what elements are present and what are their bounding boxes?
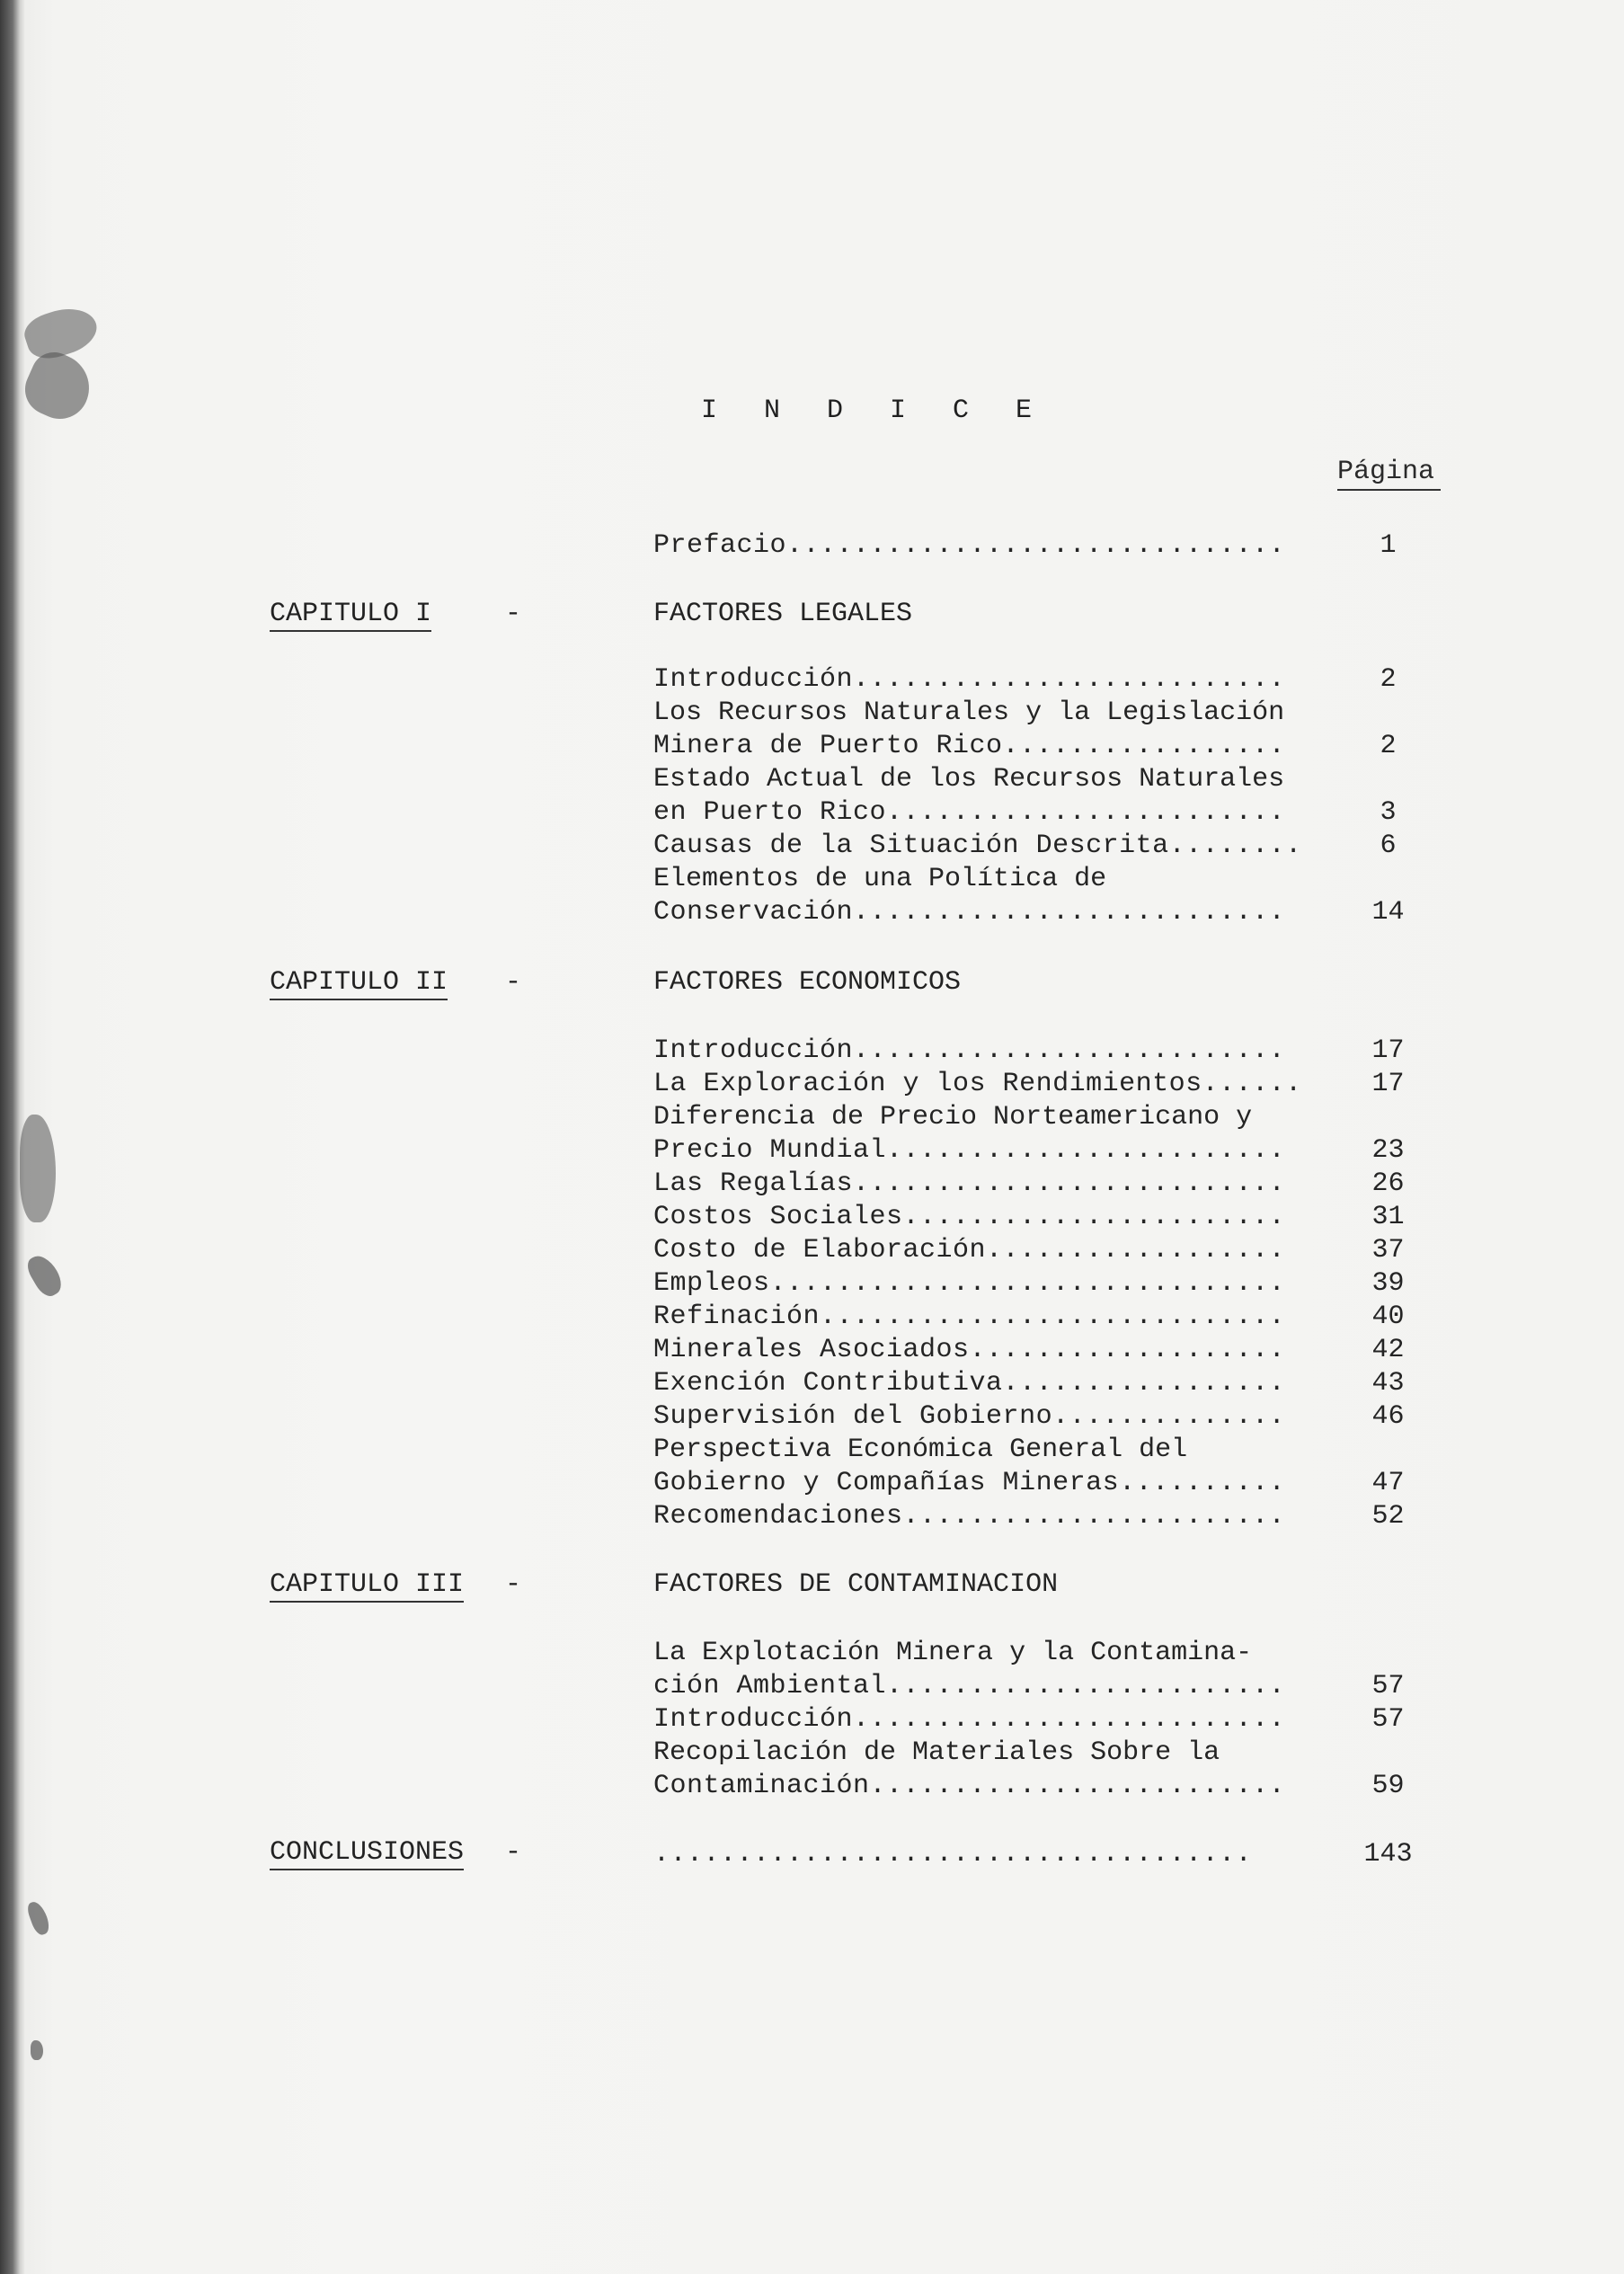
toc-entry bbox=[653, 1200, 1408, 1234]
page-title: I N D I C E bbox=[701, 395, 1048, 426]
conclusiones-label: CONCLUSIONES bbox=[270, 1837, 464, 1870]
paper-tear bbox=[20, 1115, 56, 1222]
toc-entry-page: 23 bbox=[1371, 1135, 1405, 1166]
toc-entry-page: 2 bbox=[1380, 664, 1397, 695]
chapter-label: CAPITULO III bbox=[270, 1569, 464, 1603]
toc-entry-page: 143 bbox=[1363, 1839, 1413, 1870]
toc-entry-page: 46 bbox=[1371, 1401, 1405, 1432]
toc-entry-text: Minera de Puerto Rico................. bbox=[653, 731, 1286, 761]
toc-entry-page: 26 bbox=[1371, 1168, 1405, 1199]
toc-entry bbox=[653, 662, 1408, 697]
toc-entry-page: 14 bbox=[1371, 897, 1405, 928]
toc-entry-page: 57 bbox=[1371, 1704, 1405, 1735]
toc-entry-page: 40 bbox=[1371, 1301, 1405, 1332]
toc-entry-page: 2 bbox=[1380, 731, 1397, 761]
toc-entry-page: 17 bbox=[1371, 1069, 1405, 1099]
toc-entry bbox=[653, 895, 1408, 929]
chapter-label: CAPITULO I bbox=[270, 599, 431, 632]
chapter-label: CAPITULO II bbox=[270, 967, 448, 1000]
toc-entry-page: 39 bbox=[1371, 1268, 1405, 1299]
chapter-heading: FACTORES DE CONTAMINACION bbox=[653, 1569, 1059, 1600]
toc-entry bbox=[653, 696, 1408, 730]
toc-entry bbox=[653, 1034, 1408, 1068]
toc-entry bbox=[653, 829, 1408, 863]
toc-entry-text: Introducción.......................... bbox=[653, 1704, 1286, 1735]
paper-tear bbox=[23, 1250, 67, 1301]
toc-entry-page: 42 bbox=[1371, 1335, 1405, 1365]
toc-entry-page: 57 bbox=[1371, 1671, 1405, 1701]
chapter-dash: - bbox=[505, 967, 522, 998]
toc-entry-text: Perspectiva Económica General del bbox=[653, 1435, 1188, 1465]
toc-entry-text: Costo de Elaboración.................. bbox=[653, 1235, 1286, 1266]
toc-entry bbox=[653, 1399, 1408, 1434]
toc-entry bbox=[653, 862, 1408, 896]
toc-entry-text: Empleos............................... bbox=[653, 1268, 1286, 1299]
toc-entry bbox=[653, 1669, 1408, 1703]
toc-entry bbox=[653, 1736, 1408, 1770]
toc-entry-page: 31 bbox=[1371, 1202, 1405, 1232]
toc-entry-text: Elementos de una Política de bbox=[653, 864, 1107, 894]
toc-entry-page: 1 bbox=[1380, 530, 1397, 561]
toc-entry-page: 3 bbox=[1380, 797, 1397, 828]
toc-entry-text: Minerales Asociados................... bbox=[653, 1335, 1286, 1365]
toc-entry-text: La Exploración y los Rendimientos...... bbox=[653, 1069, 1302, 1099]
toc-entry bbox=[653, 1300, 1408, 1334]
toc-entry bbox=[653, 1702, 1408, 1737]
toc-entry-text: Prefacio.............................. bbox=[653, 530, 1286, 561]
toc-entry-page: 6 bbox=[1380, 831, 1397, 861]
toc-entry-text: Exención Contributiva................. bbox=[653, 1368, 1286, 1399]
toc-entry-text: Gobierno y Compañías Mineras.......... bbox=[653, 1468, 1286, 1498]
toc-entry-page: 17 bbox=[1371, 1035, 1405, 1066]
page-column-label: Página bbox=[1337, 457, 1441, 491]
chapter-heading: FACTORES ECONOMICOS bbox=[653, 967, 962, 998]
toc-entry bbox=[653, 1769, 1408, 1803]
toc-entry bbox=[653, 1100, 1408, 1134]
toc-entry-page: 37 bbox=[1371, 1235, 1405, 1266]
chapter-dash: - bbox=[505, 599, 522, 629]
toc-entry-text: Recopilación de Materiales Sobre la bbox=[653, 1737, 1220, 1768]
toc-entry-page: 59 bbox=[1371, 1771, 1405, 1801]
chapter-heading: FACTORES LEGALES bbox=[653, 599, 913, 629]
toc-entry-text: Introducción.......................... bbox=[653, 1035, 1286, 1066]
toc-entry bbox=[653, 1333, 1408, 1367]
toc-entry bbox=[653, 1233, 1408, 1267]
toc-entry bbox=[653, 1133, 1408, 1168]
paper-tear bbox=[31, 2040, 43, 2060]
toc-entry-text: Causas de la Situación Descrita........ bbox=[653, 831, 1302, 861]
toc-entry-page: 47 bbox=[1371, 1468, 1405, 1498]
toc-entry-text: Estado Actual de los Recursos Naturales bbox=[653, 764, 1285, 795]
toc-entry-text: Recomendaciones....................... bbox=[653, 1501, 1286, 1532]
paper-tear bbox=[25, 1899, 52, 1937]
toc-entry-text: Diferencia de Precio Norteamericano y bbox=[653, 1102, 1253, 1133]
toc-entry bbox=[653, 795, 1408, 830]
chapter-dash: - bbox=[505, 1837, 522, 1868]
toc-entry bbox=[653, 1466, 1408, 1500]
toc-entry-text: .................................... bbox=[653, 1839, 1253, 1870]
toc-entry bbox=[653, 1167, 1408, 1201]
toc-entry-text: Las Regalías.......................... bbox=[653, 1168, 1286, 1199]
toc-entry bbox=[653, 1067, 1408, 1101]
toc-entry bbox=[653, 1366, 1408, 1400]
toc-entry-text: Supervisión del Gobierno.............. bbox=[653, 1401, 1286, 1432]
toc-entry-text: Precio Mundial........................ bbox=[653, 1135, 1286, 1166]
toc-entry-text: Introducción.......................... bbox=[653, 664, 1286, 695]
toc-entry-page: 43 bbox=[1371, 1368, 1405, 1399]
toc-entry bbox=[653, 1266, 1408, 1301]
toc-entry bbox=[653, 1837, 1413, 1871]
toc-entry-text: Los Recursos Naturales y la Legislación bbox=[653, 697, 1285, 728]
chapter-dash: - bbox=[505, 1569, 522, 1600]
paper-tear bbox=[17, 345, 100, 428]
toc-entry bbox=[653, 1636, 1408, 1670]
toc-entry bbox=[653, 529, 1408, 563]
toc-entry-text: Costos Sociales....................... bbox=[653, 1202, 1286, 1232]
toc-entry-text: ción Ambiental........................ bbox=[653, 1671, 1286, 1701]
toc-entry bbox=[653, 1433, 1408, 1467]
toc-entry-text: Refinación............................ bbox=[653, 1301, 1286, 1332]
toc-entry bbox=[653, 762, 1408, 796]
toc-entry bbox=[653, 729, 1408, 763]
toc-entry-text: Contaminación......................... bbox=[653, 1771, 1286, 1801]
toc-entry-text: La Explotación Minera y la Contamina- bbox=[653, 1638, 1253, 1668]
toc-entry-text: en Puerto Rico........................ bbox=[653, 797, 1286, 828]
toc-entry-text: Conservación.......................... bbox=[653, 897, 1286, 928]
toc-entry bbox=[653, 1499, 1408, 1533]
toc-entry-page: 52 bbox=[1371, 1501, 1405, 1532]
